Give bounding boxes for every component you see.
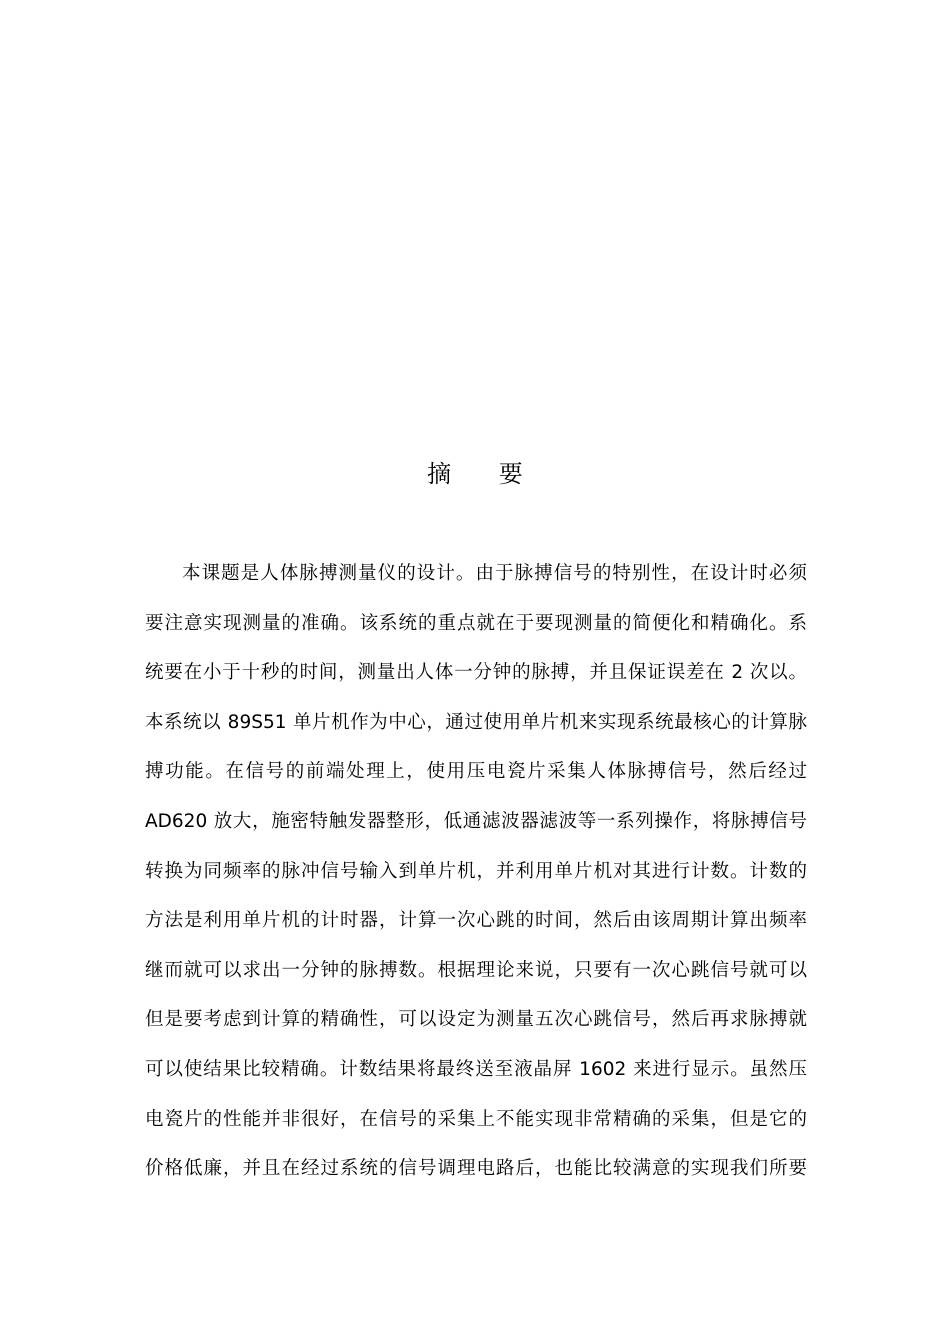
abstract-line-1: 本课题是人体脉搏测量仪的设计。由于脉搏信号的特别性，在设计时必须: [182, 563, 807, 584]
abstract-line-6: AD620 放大，施密特触发器整形，低通滤波器滤波等一系列操作，将脉搏信号: [145, 810, 807, 832]
abstract-line-10: 但是要考虑到计算的精确性，可以设定为测量五次心跳信号，然后再求脉搏就: [145, 1009, 807, 1031]
abstract-line-11: 可以使结果比较精确。计数结果将最终送至液晶屏 1602 来进行显示。虽然压: [145, 1058, 807, 1080]
abstract-line-2: 要注意实现测量的准确。该系统的重点就在于要现测量的简便化和精确化。系: [145, 612, 807, 634]
abstract-line-9: 继而就可以求出一分钟的脉搏数。根据理论来说，只要有一次心跳信号就可以: [145, 959, 807, 981]
abstract-title: 摘 要: [427, 460, 543, 488]
abstract-line-3: 统要在小于十秒的时间，测量出人体一分钟的脉搏，并且保证误差在 2 次以。: [145, 662, 807, 684]
abstract-line-13: 价格低廉，并且在经过系统的信号调理电路后，也能比较满意的实现我们所要: [145, 1158, 807, 1180]
abstract-line-12: 电瓷片的性能并非很好，在信号的采集上不能实现非常精确的采集，但是它的: [145, 1108, 807, 1130]
abstract-line-5: 搏功能。在信号的前端处理上，使用压电瓷片采集人体脉搏信号，然后经过: [145, 761, 807, 783]
abstract-line-7: 转换为同频率的脉冲信号输入到单片机，并利用单片机对其进行计数。计数的: [145, 860, 807, 882]
abstract-line-8: 方法是利用单片机的计时器，计算一次心跳的时间，然后由该周期计算出频率: [145, 910, 807, 932]
abstract-line-4: 本系统以 89S51 单片机作为中心，通过使用单片机来实现系统最核心的计算脉: [145, 711, 807, 733]
abstract-body: [145, 554, 807, 1199]
